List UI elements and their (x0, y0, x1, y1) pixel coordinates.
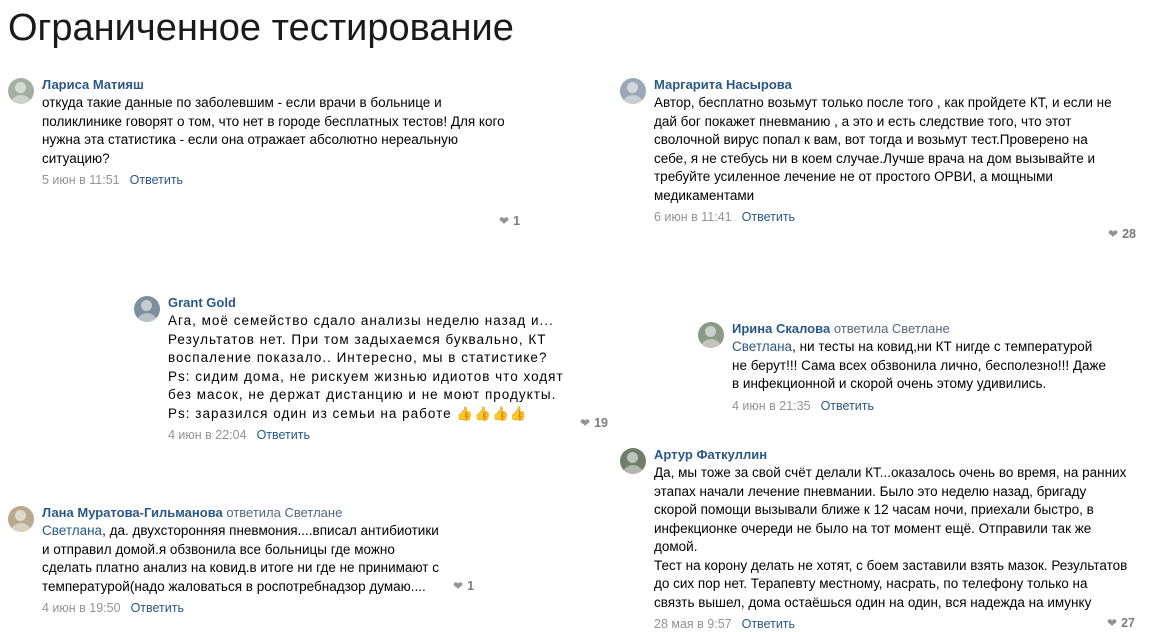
mention-link[interactable]: Светлана (42, 523, 103, 538)
comment-text (732, 338, 1108, 394)
list-item (8, 504, 448, 616)
comment-author-line (42, 76, 508, 93)
comment-meta (168, 427, 564, 443)
list-item (620, 76, 1120, 225)
comment-meta (732, 398, 1108, 414)
avatar[interactable] (8, 506, 34, 532)
avatar[interactable] (698, 322, 724, 348)
comment-author[interactable]: Лариса Матияш (42, 77, 144, 92)
avatar[interactable] (620, 448, 646, 474)
comment-author-line (42, 504, 448, 521)
comment-date: 4 июн в 19:50 (42, 601, 121, 615)
comment-body (732, 320, 1108, 414)
comment-body (42, 76, 508, 188)
comment-date: 28 мая в 9:57 (654, 617, 732, 631)
heart-icon: ❤ (580, 416, 591, 430)
list-item (698, 320, 1108, 414)
heart-icon: ❤ (499, 214, 510, 228)
comment-text: Автор, бесплатно возьмут только после того , как пройдете КТ, и если не дай бог покажет пневманию , а это и есть следствие того, что этот сволочной вирус попал к вам, вот тогда и возьмут тест.Проверено на себе, я не стебусь ни в коем случае.Лучше врача на дом вызывайте и требуйте усиленное лечение не от простого ОРВИ, а мощными медикаментами (654, 95, 1112, 203)
like-count: 1 (513, 214, 521, 228)
like-count: 27 (1121, 616, 1135, 630)
reply-button[interactable]: Ответить (130, 601, 184, 615)
comment-body (654, 76, 1120, 225)
comment-body (42, 504, 448, 616)
reply-button[interactable]: Ответить (741, 617, 796, 631)
like-count: 28 (1122, 227, 1136, 241)
comment-text: Ага, моё семейство сдало анализы неделю назад и... Результатов нет. При том задыхаемся буквально, КТ воспаление показало.. Интересно, мы в статистике? Ps: сидим дома, не рискуем жизнью идиотов что ходят без масок, не держат дистанцию и не моют продукты. Ps: заразился один из семьи на работе 👍👍👍👍 (168, 313, 564, 421)
like-count: 19 (594, 416, 608, 430)
like-count: 1 (467, 579, 475, 593)
avatar[interactable] (134, 296, 160, 322)
comment-author[interactable]: Маргарита Насырова (654, 77, 792, 92)
comment-meta (42, 600, 448, 616)
heart-icon: ❤ (1107, 616, 1118, 630)
comment-author-line (654, 446, 1130, 463)
comment-date: 5 июн в 11:51 (42, 173, 120, 187)
page-title: Ограниченное тестирование (8, 7, 514, 49)
comment-author[interactable]: Артур Фаткуллин (654, 447, 768, 462)
avatar[interactable] (620, 78, 646, 104)
like-counter[interactable] (1108, 227, 1136, 241)
list-item (620, 446, 1130, 632)
comment-author-line (732, 320, 1108, 337)
comment-text: откуда такие данные по заболевшим - если врачи в больнице и поликлинике говорят о том, что нет в городе бесплатных тестов! Для кого нужна эта статистика - если она отражает абсолютно нереальную ситуацию? (42, 95, 505, 166)
comment-reply-target: ответила Светлане (226, 505, 343, 520)
avatar[interactable] (8, 78, 34, 104)
comment-author[interactable]: Grant Gold (168, 295, 236, 310)
comment-author[interactable]: Ирина Скалова (732, 321, 831, 336)
comment-author-line (168, 294, 564, 311)
comment-meta (654, 616, 1130, 632)
list-item (134, 294, 564, 443)
reply-button[interactable]: Ответить (129, 173, 184, 187)
like-counter[interactable] (1107, 616, 1135, 630)
heart-icon: ❤ (1108, 227, 1119, 241)
reply-button[interactable]: Ответить (820, 398, 874, 413)
heart-icon: ❤ (453, 579, 464, 593)
comment-date: 4 июн в 21:35 (732, 398, 811, 413)
comment-author-line (654, 76, 1120, 93)
like-counter[interactable] (499, 214, 520, 228)
comment-date: 6 июн в 11:41 (654, 210, 732, 224)
like-counter[interactable] (580, 416, 608, 430)
comment-text-body: , ни тесты на ковид,ни КТ нигде с температурой не берут!!! Сама всех обзвонила лично, бесполезно!!! Даже в инфекционной и скорой очень этому удивились. (732, 339, 1107, 391)
comment-body (654, 446, 1130, 632)
reply-button[interactable]: Ответить (256, 428, 310, 442)
list-item (8, 76, 508, 188)
reply-button[interactable]: Ответить (741, 210, 796, 224)
comment-reply-target: ответила Светлане (833, 321, 950, 336)
comment-date: 4 июн в 22:04 (168, 428, 247, 442)
comment-text-body: , да. двухсторонняя пневмония....вписал антибиотики и отправил домой.я обзвонила все больницы где можно сделать платно анализ на ковид.в итоге ни где не принимают с температурой(надо жаловаться в роспотребнадзор думаю.... (42, 523, 439, 594)
like-counter[interactable] (453, 579, 474, 593)
mention-link[interactable]: Светлана (732, 339, 793, 354)
comment-body (168, 294, 564, 443)
comment-author[interactable]: Лана Муратова-Гильманова (42, 505, 223, 520)
comment-text: Да, мы тоже за свой счёт делали КТ...оказалось очень во время, на ранних этапах начали лечение пневмании. Было это неделю назад, бригаду скорой помощи вызывали ближе к 12 часам ночи, приехали быстро, в инфекционке очереди не было на тот момент ещё. Отправили так же домой. Тест на корону делать не хотят, с боем заставили взять мазок. Результатов до сих пор нет. Терапевту местному, насрать, по телефону только на связть вышел, дома остаёшься один на один, вся надежда на имунку (654, 465, 1128, 610)
comment-meta (42, 172, 508, 188)
comment-meta (654, 209, 1120, 225)
